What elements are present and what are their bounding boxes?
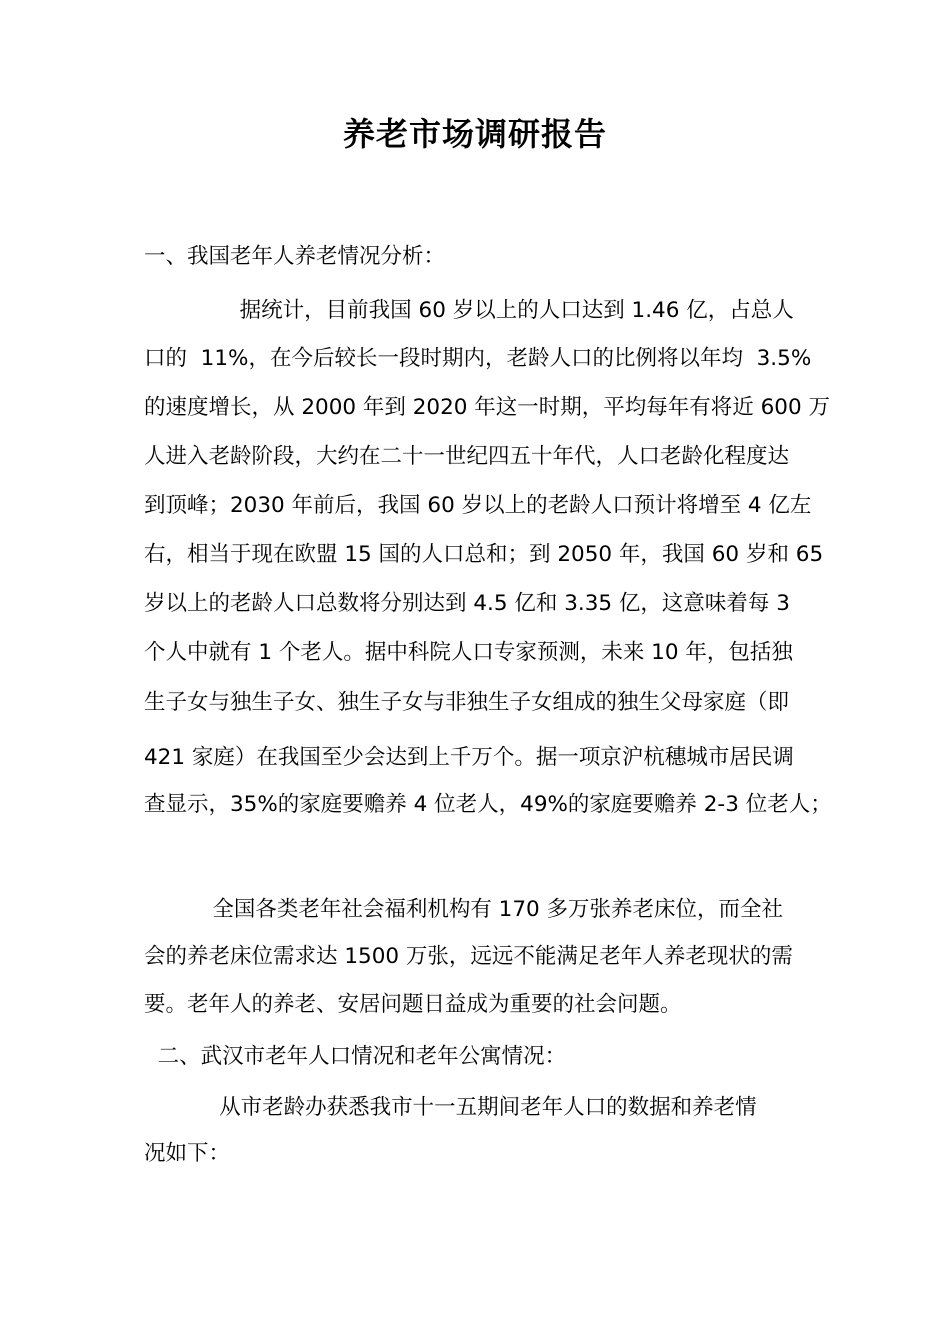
- paragraph-line: 人进入老龄阶段，大约在二十一世纪四五十年代，人口老龄化程度达: [144, 444, 790, 469]
- paragraph-line: 从市老龄办获悉我市十一五期间老年人口的数据和养老情: [144, 1095, 757, 1120]
- paragraph-line: 生子女与独生子女、独生子女与非独生子女组成的独生父母家庭（即: [144, 690, 790, 715]
- paragraph-line: 的速度增长，从 2000 年到 2020 年这一时期，平均每年有将近 600 万: [144, 395, 830, 420]
- section-heading-1: 一、我国老年人养老情况分析：: [144, 244, 446, 269]
- paragraph-line: 右，相当于现在欧盟 15 国的人口总和；到 2050 年，我国 60 岁和 65: [144, 542, 824, 567]
- document-title: 养老市场调研报告: [342, 115, 607, 153]
- paragraph-line: 421 家庭）在我国至少会达到上千万个。据一项京沪杭穗城市居民调: [144, 745, 794, 770]
- paragraph-line: 况如下：: [144, 1141, 231, 1166]
- paragraph-line: 据统计，目前我国 60 岁以上的人口达到 1.46 亿，占总人: [144, 298, 794, 323]
- paragraph-line: 会的养老床位需求达 1500 万张，远远不能满足老年人养老现状的需: [144, 944, 793, 969]
- paragraph-line: 查显示，35%的家庭要赡养 4 位老人，49%的家庭要赡养 2-3 位老人；: [144, 792, 832, 817]
- paragraph-line: 口的 11%，在今后较长一段时期内，老龄人口的比例将以年均 3.5%: [144, 346, 812, 371]
- paragraph-line: 个人中就有 1 个老人。据中科院人口专家预测，未来 10 年，包括独: [144, 640, 793, 665]
- paragraph-line: 到顶峰；2030 年前后，我国 60 岁以上的老龄人口预计将增至 4 亿左: [144, 493, 812, 518]
- paragraph-line: 全国各类老年社会福利机构有 170 多万张养老床位，而全社: [144, 897, 784, 922]
- paragraph-line: 岁以上的老龄人口总数将分别达到 4.5 亿和 3.35 亿，这意味着每 3: [144, 591, 790, 616]
- section-heading-2: 二、武汉市老年人口情况和老年公寓情况：: [144, 1044, 567, 1069]
- paragraph-line: 要。老年人的养老、安居问题日益成为重要的社会问题。: [144, 992, 682, 1017]
